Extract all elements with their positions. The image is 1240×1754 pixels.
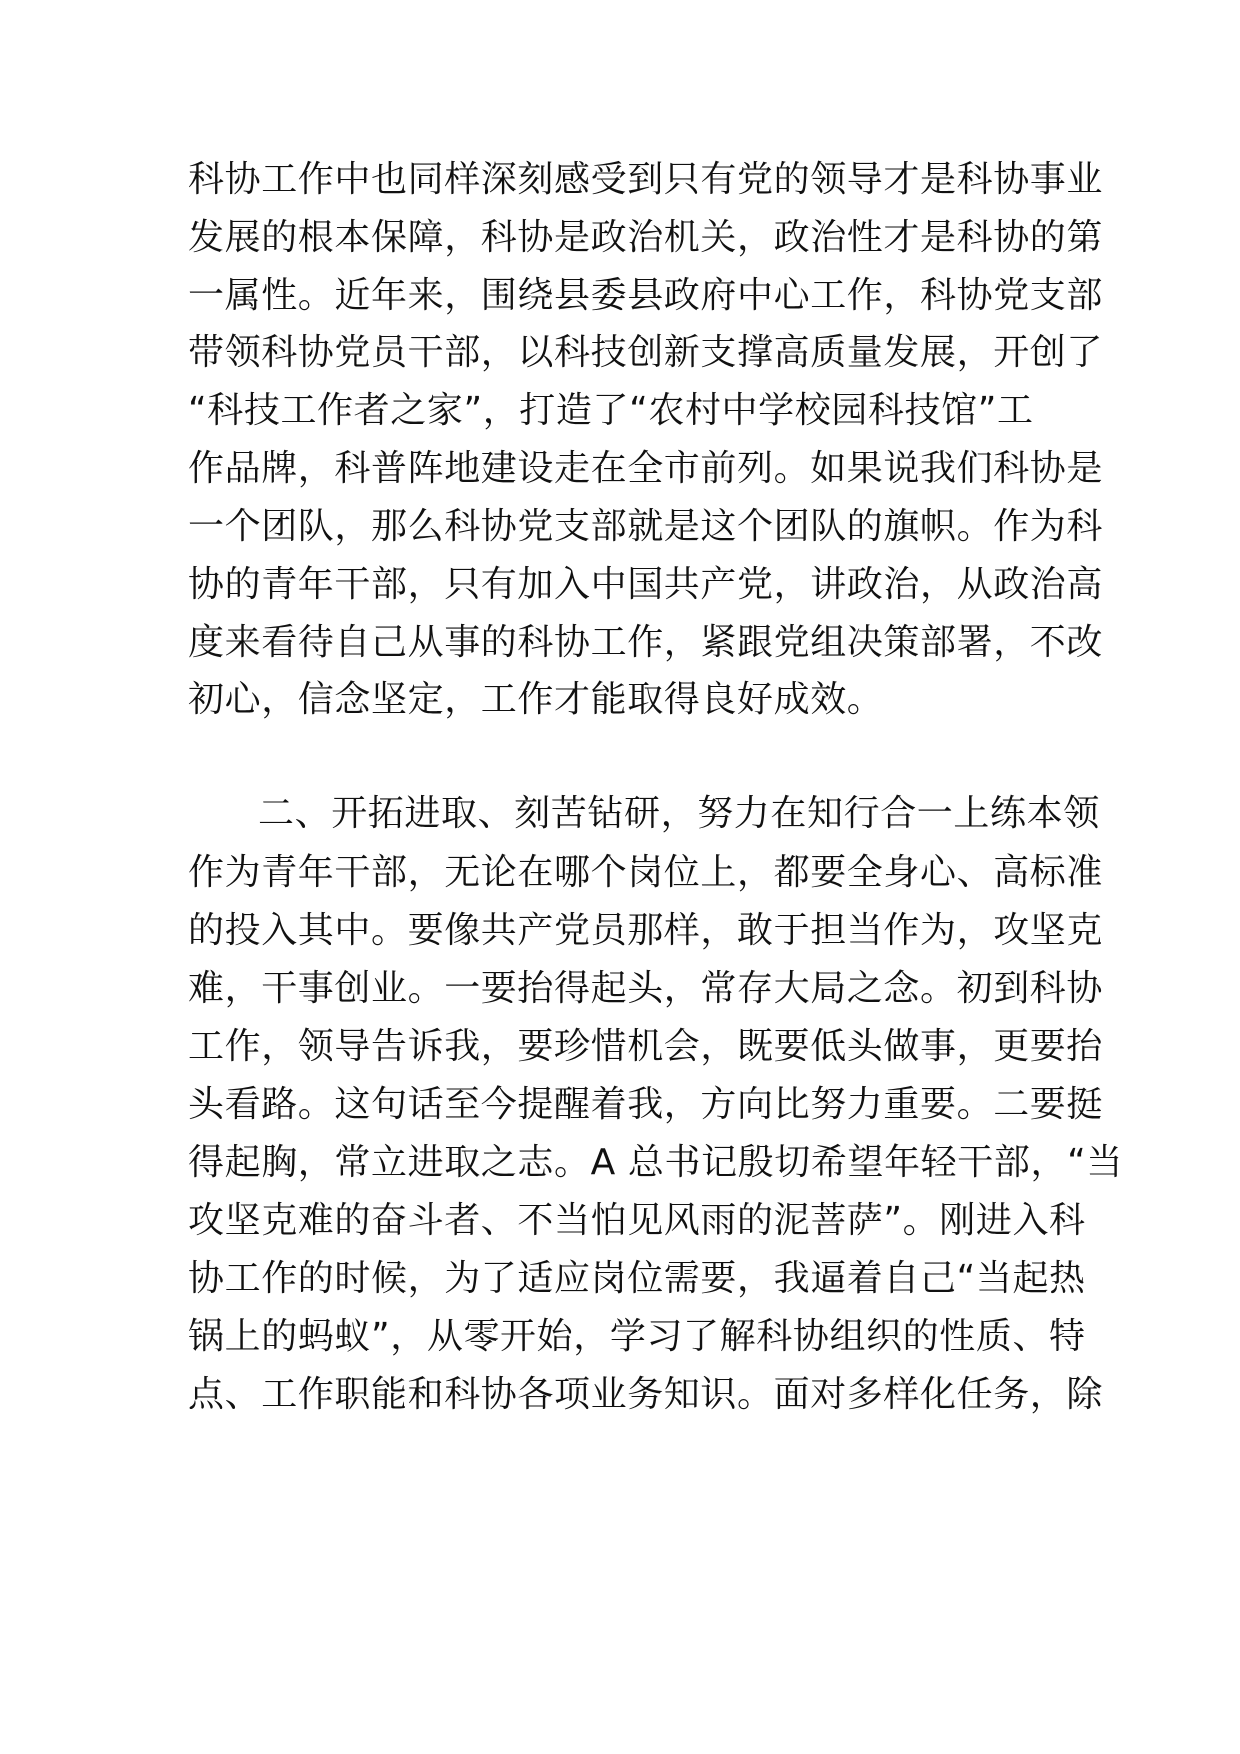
body-text-line: 作品牌，科普阵地建设走在全市前列。如果说我们科协是 (188, 448, 1104, 489)
body-text-line: 难，干事创业。一要抬得起头，常存大局之念。初到科协 (188, 968, 1104, 1009)
body-text-line: 锅上的蚂蚁”，从零开始，学习了解科协组织的性质、特 (188, 1316, 1086, 1357)
body-text-line: 协的青年干部，只有加入中国共产党，讲政治，从政治高 (188, 564, 1104, 605)
body-text-line: 点、工作职能和科协各项业务知识。面对多样化任务，除 (188, 1374, 1104, 1415)
body-text-line: “科技工作者之家”，打造了“农村中学校园科技馆”工 (188, 390, 1034, 431)
body-text-line: 得起胸，常立进取之志。A 总书记殷切希望年轻干部，“当 (188, 1142, 1123, 1183)
body-text-line: 带领科协党员干部，以科技创新支撑高质量发展，开创了 (188, 332, 1104, 373)
body-text-line: 攻坚克难的奋斗者、不当怕见风雨的泥菩萨”。刚进入科 (188, 1200, 1086, 1241)
body-text-line: 头看路。这句话至今提醒着我，方向比努力重要。二要挺 (188, 1084, 1104, 1125)
body-text-line: 作为青年干部，无论在哪个岗位上，都要全身心、高标准 (188, 852, 1104, 893)
body-text-line: 协工作的时候，为了适应岗位需要，我逼着自己“当起热 (188, 1258, 1086, 1299)
body-text-line: 发展的根本保障，科协是政治机关，政治性才是科协的第 (188, 217, 1104, 258)
body-text-line: 科协工作中也同样深刻感受到只有党的领导才是科协事业 (188, 159, 1104, 200)
section-heading: 二、开拓进取、刻苦钻研，努力在知行合一上练本领 (258, 793, 1100, 834)
body-text-line: 一属性。近年来，围绕县委县政府中心工作，科协党支部 (188, 275, 1104, 316)
body-text-line: 初心，信念坚定，工作才能取得良好成效。 (188, 679, 884, 720)
body-text-line: 度来看待自己从事的科协工作，紧跟党组决策部署，不改 (188, 622, 1104, 663)
body-text-line: 工作，领导告诉我，要珍惜机会，既要低头做事，更要抬 (188, 1026, 1104, 1067)
body-text-line: 一个团队，那么科协党支部就是这个团队的旗帜。作为科 (188, 506, 1104, 547)
body-text-line: 的投入其中。要像共产党员那样，敢于担当作为，攻坚克 (188, 910, 1104, 951)
